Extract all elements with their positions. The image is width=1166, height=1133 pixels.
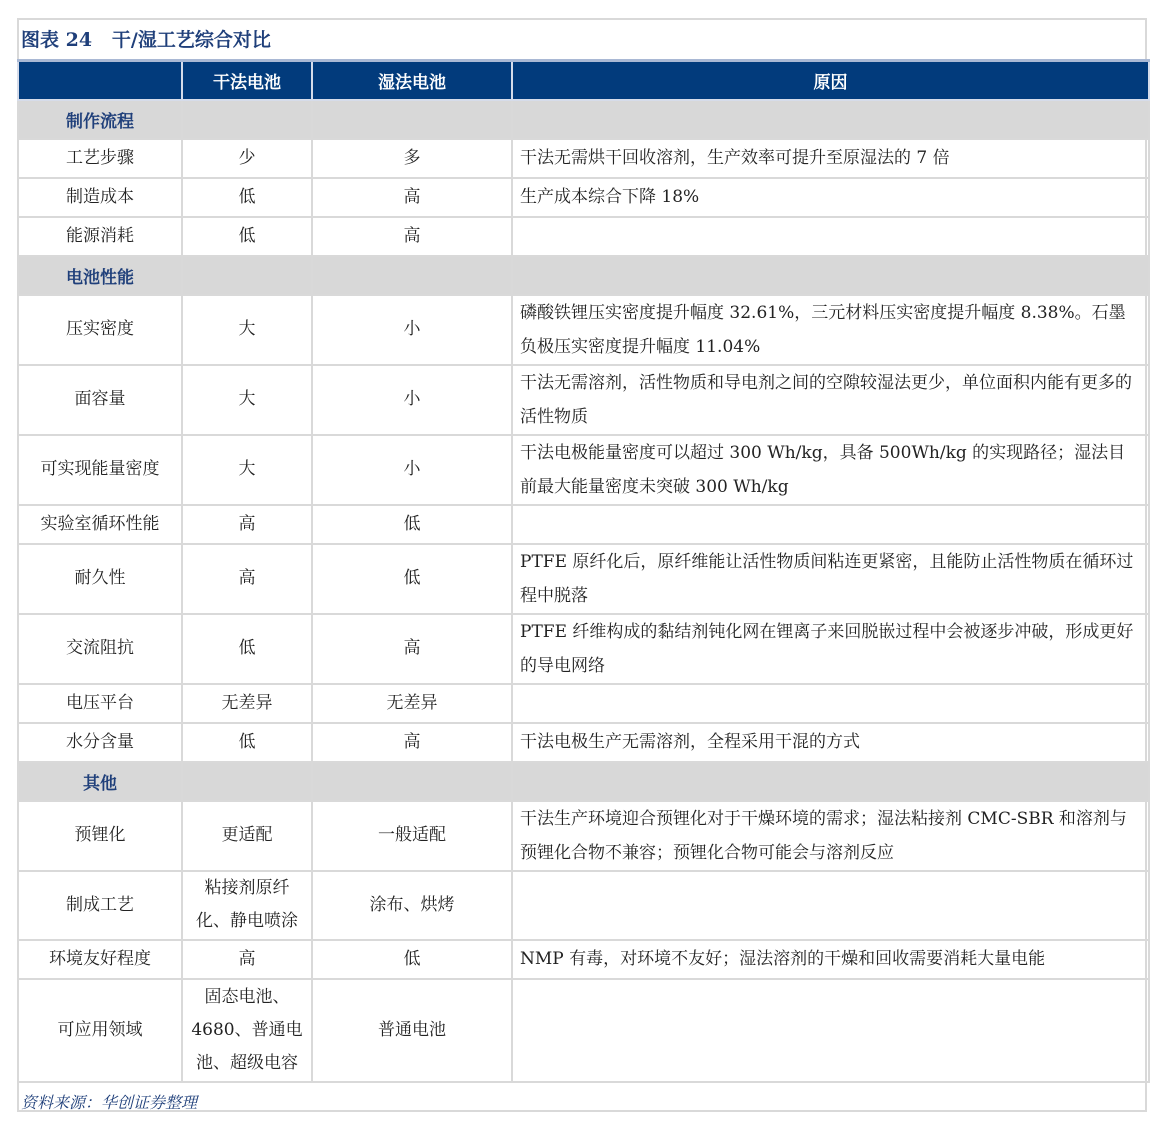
dry-cell: 大 <box>182 365 312 435</box>
wet-cell: 普通电池 <box>312 979 512 1082</box>
source-row <box>18 1082 1149 1121</box>
dry-cell: 粘接剂原纤化、静电喷涂 <box>182 871 312 940</box>
item-cell: 可实现能量密度 <box>18 435 182 505</box>
reason-cell: 磷酸铁锂压实密度提升幅度 32.61%，三元材料压实密度提升幅度 8.38%。石墨负极压实密度提升幅度 11.04% <box>512 295 1149 365</box>
table-row <box>18 723 1149 762</box>
section-row-other <box>18 762 1149 801</box>
item-cell: 实验室循环性能 <box>18 505 182 544</box>
reason-cell: 干法电极生产无需溶剂，全程采用干混的方式 <box>512 723 1149 762</box>
table-row <box>18 178 1149 217</box>
item-cell: 预锂化 <box>18 801 182 871</box>
wet-cell: 无差异 <box>312 684 512 723</box>
dry-cell: 高 <box>182 940 312 979</box>
reason-cell: 干法生产环境迎合预锂化对于干燥环境的需求；湿法粘接剂 CMC-SBR 和溶剂与预锂化合物不兼容；预锂化合物可能会与溶剂反应 <box>512 801 1149 871</box>
dry-cell: 高 <box>182 544 312 614</box>
item-cell: 耐久性 <box>18 544 182 614</box>
dry-cell: 大 <box>182 295 312 365</box>
reason-cell: PTFE 原纤化后，原纤维能让活性物质间粘连更紧密，且能防止活性物质在循环过程中脱落 <box>512 544 1149 614</box>
dry-cell: 低 <box>182 723 312 762</box>
dry-cell: 无差异 <box>182 684 312 723</box>
section-label: 电池性能 <box>18 256 182 295</box>
reason-cell: 干法无需烘干回收溶剂，生产效率可提升至原湿法的 7 倍 <box>512 139 1149 178</box>
wet-cell: 低 <box>312 544 512 614</box>
dry-cell: 少 <box>182 139 312 178</box>
dry-cell: 大 <box>182 435 312 505</box>
figure-title: 图表 24 干/湿工艺综合对比 <box>21 29 271 51</box>
item-cell: 制成工艺 <box>18 871 182 940</box>
reason-cell <box>512 505 1149 544</box>
wet-cell: 小 <box>312 435 512 505</box>
reason-cell: 干法无需溶剂，活性物质和导电剂之间的空隙较湿法更少，单位面积内能有更多的活性物质 <box>512 365 1149 435</box>
header-dry-battery: 干法电池 <box>182 61 312 100</box>
reason-cell: NMP 有毒，对环境不友好；湿法溶剂的干燥和回收需要消耗大量电能 <box>512 940 1149 979</box>
item-cell: 工艺步骤 <box>18 139 182 178</box>
reason-cell <box>512 684 1149 723</box>
table-row <box>18 979 1149 1082</box>
item-cell: 环境友好程度 <box>18 940 182 979</box>
item-cell: 交流阻抗 <box>18 614 182 684</box>
table-row <box>18 940 1149 979</box>
section-label: 制作流程 <box>18 100 182 139</box>
item-cell: 水分含量 <box>18 723 182 762</box>
comparison-table <box>17 59 1150 1121</box>
source-note: 资料来源：华创证券整理 <box>18 1082 1149 1121</box>
wet-cell: 小 <box>312 295 512 365</box>
header-item <box>18 61 182 100</box>
table-row <box>18 217 1149 256</box>
header-reason: 原因 <box>512 61 1149 100</box>
figure-frame <box>17 18 1147 1112</box>
item-cell: 可应用领域 <box>18 979 182 1082</box>
dry-cell: 固态电池、4680、普通电池、超级电容 <box>182 979 312 1082</box>
item-cell: 电压平台 <box>18 684 182 723</box>
dry-cell: 低 <box>182 614 312 684</box>
item-cell: 面容量 <box>18 365 182 435</box>
table-row <box>18 365 1149 435</box>
section-label: 其他 <box>18 762 182 801</box>
table-row <box>18 801 1149 871</box>
wet-cell: 涂布、烘烤 <box>312 871 512 940</box>
reason-cell: 干法电极能量密度可以超过 300 Wh/kg，具备 500Wh/kg 的实现路径；湿法目前最大能量密度未突破 300 Wh/kg <box>512 435 1149 505</box>
section-row-performance <box>18 256 1149 295</box>
table-row <box>18 139 1149 178</box>
wet-cell: 低 <box>312 505 512 544</box>
reason-cell: 生产成本综合下降 18% <box>512 178 1149 217</box>
dry-cell: 高 <box>182 505 312 544</box>
dry-cell: 更适配 <box>182 801 312 871</box>
wet-cell: 小 <box>312 365 512 435</box>
wet-cell: 多 <box>312 139 512 178</box>
table-header-row <box>18 61 1149 100</box>
section-row-process <box>18 100 1149 139</box>
reason-cell <box>512 871 1149 940</box>
table-row <box>18 684 1149 723</box>
item-cell: 制造成本 <box>18 178 182 217</box>
table-row <box>18 544 1149 614</box>
header-wet-battery: 湿法电池 <box>312 61 512 100</box>
reason-cell <box>512 979 1149 1082</box>
table-row <box>18 614 1149 684</box>
table-row <box>18 871 1149 940</box>
reason-cell <box>512 217 1149 256</box>
wet-cell: 一般适配 <box>312 801 512 871</box>
dry-cell: 低 <box>182 217 312 256</box>
wet-cell: 高 <box>312 217 512 256</box>
wet-cell: 高 <box>312 178 512 217</box>
item-cell: 压实密度 <box>18 295 182 365</box>
table-row <box>18 435 1149 505</box>
wet-cell: 高 <box>312 723 512 762</box>
table-row <box>18 295 1149 365</box>
item-cell: 能源消耗 <box>18 217 182 256</box>
wet-cell: 高 <box>312 614 512 684</box>
wet-cell: 低 <box>312 940 512 979</box>
dry-cell: 低 <box>182 178 312 217</box>
reason-cell: PTFE 纤维构成的黏结剂钝化网在锂离子来回脱嵌过程中会被逐步冲破，形成更好的导电网络 <box>512 614 1149 684</box>
table-row <box>18 505 1149 544</box>
